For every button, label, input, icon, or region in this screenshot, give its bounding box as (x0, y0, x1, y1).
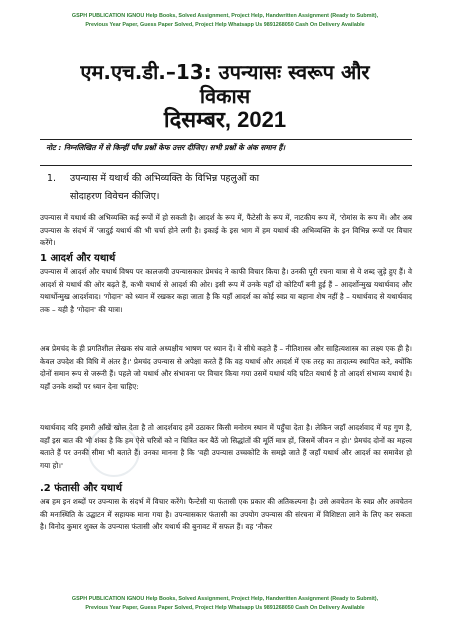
header-line-2: Previous Year Paper, Guess Paper Solved, Project Help Whatsapp Us 9891268050 Cash On Delivery Available (85, 22, 365, 28)
section2-paragraph-1: अब हम इन शब्दों पर उपन्यास के संदर्भ में विचार करेंगे। फैन्टेसी या फंतासी एक प्रकार की अतिकल्पना है। उसे अवचेतन के स्वप्न और अवचेतन की मनःस्थिति के उद्घाटन में सहायक माना गया है। उपन्यासकार फंतासी का उपयोग उपन्यास की संरचना में विशिष्टता लाने के लिए कर सकता है। विनोद कुमार शुक्ल के उपन्यास फंतासी और यथार्थ की बुनावट में सफल हैं। वह 'नौकर (40, 497, 412, 531)
note-top-rule (40, 139, 412, 140)
footer-line-1: GSPH PUBLICATION IGNOU Help Books, Solved Assignment, Project Help, Handwritten Assignment (Ready to Submit), (71, 596, 379, 602)
instruction-note: नोट : निम्नलिखित में से किन्हीं पाँच प्रश्नों केफ उत्तर दीजिए। सभी प्रश्नों के अंक समान हैं। (46, 143, 286, 152)
document-title-line-1: एम.एच.डी.–13: उपन्यासः स्वरूप और (80, 60, 370, 84)
document-title-line-2: विकास (199, 84, 251, 108)
question-text-line-2: सोदाहरण विवेचन कीजिए। (70, 191, 160, 202)
exam-date-title: दिसम्बर, 2021 (163, 107, 287, 132)
section-heading-adarsh-yatharth: 1 आदर्श और यथार्थ (40, 253, 116, 264)
section1-paragraph-1: उपन्यास में आदर्श और यथार्थ विषय पर कालजयी उपन्यासकार प्रेमचंद ने काफी विचार किया है। उनकी पूरी रचना यात्रा से ये शब्द जुड़े हुए हैं। वे आदर्श से यथार्थ की ओर बढ़ते हैं, कभी यथार्थ से आदर्श की ओर। इसी रूप में उनके यहाँ दो कोटियाँ बनी हुई हैं – आदर्शोन्मुख यथार्थवाद और यथार्थोन्मुख आदर्शवाद। 'गोदान' को ध्यान में रखकर कहा जाता है कि यहाँ आदर्श का कोई स्वप्न या बहाना शेष नहीं है – यथार्थवाद से यथार्थवाद तक – यही है 'गोदान' की यात्रा। (40, 267, 412, 314)
section1-paragraph-3: यथार्थवाद यदि हमारी आँखें खोल देता है तो आदर्शवाद हमें उठाकर किसी मनोरम स्थान में पहुँचा देता है। लेकिन जहाँ आदर्शवाद में यह गुण है, वहाँ इस बात की भी शंका है कि हम ऐसे चरित्रों को न चित्रित कर बैठें जो सिद्धांतों की मूर्ति मात्र हों, जिसमें जीवन न हो।' प्रेमचंद दोनों का महत्त्व बताते हैं पर उनकी सीमा भी बताते हैं। उनका मानना है कि 'वही उपन्यास उच्चकोटि के समझे जाते हैं जहाँ यथार्थ और आदर्श का समावेश हो गया हो।' (40, 423, 412, 470)
question-text-line-1: उपन्यास में यथार्थ की अभिव्यक्ति के विभिन्न पहलुओं का (70, 173, 260, 184)
section1-paragraph-2: अब प्रेमचंद के ही प्रगतिशील लेखक संघ वाले अध्यक्षीय भाषण पर ध्यान दें। वे सीधे कहते हैं – नीतिशास्त्र और साहित्यशास्त्र का लक्ष्य एक ही है। केवल उपदेश की विधि में अंतर है।' प्रेमचंद उपन्यास से अपेक्षा करते हैं कि वह यथार्थ और आदर्श में एक तरह का तादात्म्य स्थापित करे, क्योंकि दोनों समान रूप से जरूरी हैं। पहले जो यथार्थ और संभावना पर विचार किया गया उसमें यथार्थ यदि घटित यथार्थ है तो आदर्श संभाव्य यथार्थ है। यहाँ उनके शब्दों पर ध्यान देना चाहिए: (40, 344, 412, 391)
section-heading-fantasy-yatharth: .2 फंतासी और यथार्थ (40, 483, 123, 494)
question-number: 1. (47, 173, 56, 184)
footer-line-2: Previous Year Paper, Guess Paper Solved, Project Help Whatsapp Us 9891268050 Cash On Delivery Available (85, 605, 365, 611)
header-line-1: GSPH PUBLICATION IGNOU Help Books, Solved Assignment, Project Help, Handwritten Assignment (Ready to Submit), (71, 13, 379, 19)
note-bottom-rule (40, 165, 412, 166)
intro-paragraph: उपन्यास में यथार्थ की अभिव्यक्ति कई रूपों में हो सकती है। आदर्श के रूप में, फैंटेसी के रूप में, नाटकीय रूप में, 'रोमांस के रूप में। और अब उपन्यास के संदर्भ में 'जादुई यथार्थ की भी चर्चा होने लगी है। इकाई के इस भाग में हम यथार्थ की अभिव्यक्ति के इन विभिन्न रूपों पर विचार करेंगे। (40, 213, 412, 247)
